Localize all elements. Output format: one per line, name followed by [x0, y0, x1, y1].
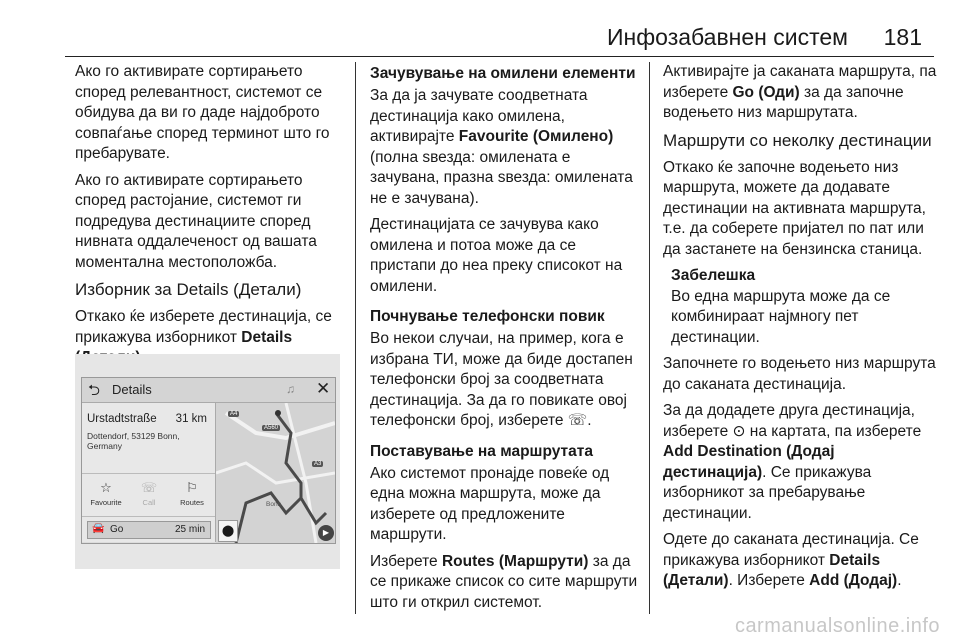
note-title: Забелешка — [671, 267, 756, 284]
paragraph: Активирајте ја саканата маршрута, па изберете Go (Оди) за да започне водењето низ маршрутата. — [663, 63, 937, 121]
paragraph: Откако ќе започне водењето низ маршрута, можете да додавате дестинации на активната маршрута, т.е. да соберете пријател по пат или да застанете на бензинска станица. — [663, 158, 926, 258]
routes-button[interactable]: ⚐ Routes — [170, 478, 214, 507]
paragraph: Дестинацијата се зачувува како омилена и потоа може да се пристапи до неа преку списокот на омилени. — [370, 216, 623, 295]
paragraph: Одете до саканата дестинација. Се прикажува изборникот Details (Детали). Изберете Add (Додај). — [663, 531, 919, 589]
details-panel — [82, 403, 216, 542]
column-1 — [75, 62, 347, 375]
display-title: Details — [112, 382, 152, 397]
display — [81, 377, 336, 544]
destination-address: Dottendorf, 53129 Bonn, Germany — [87, 431, 180, 451]
column-divider — [649, 62, 650, 614]
column-divider — [355, 62, 356, 614]
destination-street: Urstadtstraße — [87, 413, 157, 425]
header-divider — [65, 56, 934, 57]
display-header — [82, 378, 335, 403]
map-city-label: Bonn — [266, 501, 282, 508]
note-box — [671, 266, 941, 348]
column-3 — [663, 62, 941, 598]
favourite-button[interactable]: ☆ Favourite — [84, 478, 128, 507]
star-icon: ☆ — [100, 480, 112, 495]
call-button[interactable]: ☏ Call — [127, 478, 171, 507]
section-heading: Зачувување на омилени елементи — [370, 65, 636, 82]
column-2 — [370, 62, 642, 619]
section-heading: Почнување телефонски повик — [370, 308, 605, 325]
location-pin-icon[interactable]: ⬤ — [218, 520, 238, 542]
paragraph: За да додадете друга дестинација, изберете ⊙ на картата, па изберете Add Destination (Додај дестинација). Се прикажува изборникот за пребарување дестинации. — [663, 402, 922, 522]
paragraph: Ако го активирате сортирањето според релевантност, системот се обидува да ви го даде најдоброто совпаѓање според терминот што го пребарувате. — [75, 63, 330, 162]
section-heading: Поставување на маршрутата — [370, 442, 593, 460]
paragraph: Ако го активирате сортирањето според растојание, системот ги подредува дестинациите според нивната оддалеченост од вашата моментална местоположба. — [75, 171, 317, 271]
section-heading: Маршрути со неколку дестинации — [663, 130, 932, 150]
go-button[interactable]: 🚘 Go 25 min — [87, 521, 211, 539]
close-icon[interactable]: ✕ — [316, 379, 331, 398]
road-shield: A560 — [264, 425, 279, 431]
paragraph: За да ја зачувате соодветната дестинација како омилена, активирајте Favourite (Омилено) (полна ѕвезда: омилената е зачувана, празна ѕвезда: омилената не е зачувана). — [370, 87, 633, 207]
paragraph: Ако системот пронајде повеќе од една можна маршрута, може да изберете од предложените маршрути. — [370, 464, 610, 543]
target-icon: ⊙ — [732, 422, 746, 440]
paragraph: Откако ќе изберете дестинација, се прикажува изборникот Details — [75, 308, 332, 346]
note-text: Во една маршрута може да се комбинираат најмногу пет дестинации. — [671, 287, 891, 346]
page-number: 181 — [883, 24, 922, 50]
car-icon: 🚘 — [92, 523, 105, 534]
details-screen-figure — [75, 354, 340, 569]
section-title: Инфозабавнен систем — [607, 24, 848, 50]
play-icon[interactable]: ▶ — [318, 525, 334, 541]
paragraph: Во некои случаи, на пример, кога е избрана ТИ, може да биде достапен телефонски број за соодветната дестинација. За да го повикате овој телефонски број, изберете ☏. — [370, 330, 633, 429]
routes-icon: ⚐ — [186, 480, 198, 495]
section-heading: Изборник за Details (Детали) — [75, 280, 302, 299]
paragraph: Изберете Routes (Маршрути) за да се прикаже список со сите маршрути што ги открил системот. — [370, 552, 638, 611]
paragraph: Започнете го водењето низ маршрута до саканата дестинација. — [663, 355, 936, 393]
phone-icon: ☏ — [140, 480, 158, 495]
phone-icon: ☏ — [567, 412, 588, 429]
page-header — [0, 0, 960, 60]
road-shield: A3 — [314, 461, 322, 467]
destination-distance: 31 km — [175, 413, 207, 425]
back-icon[interactable]: ⮌ — [88, 382, 101, 399]
watermark: carmanualsonline.info — [734, 615, 940, 637]
music-icon: ♫ — [286, 382, 295, 396]
road-shield: A4 — [230, 411, 238, 417]
route-time: 25 min — [174, 524, 205, 535]
action-bar — [82, 473, 215, 517]
